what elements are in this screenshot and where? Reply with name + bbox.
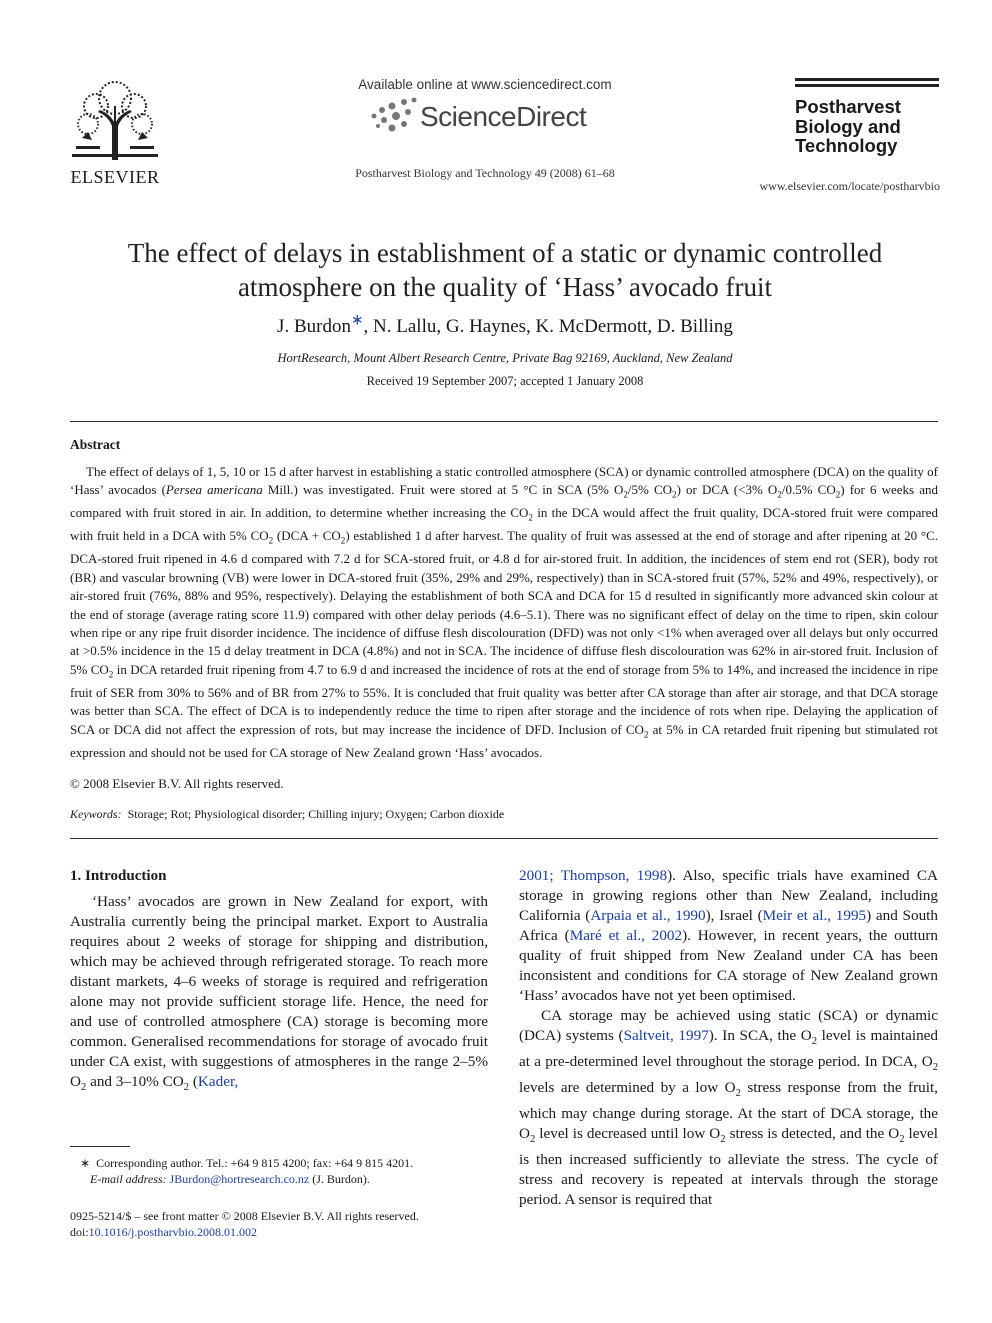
keywords-list: Storage; Rot; Physiological disorder; Chilling injury; Oxygen; Carbon dioxide: [127, 807, 505, 821]
email-label: E-mail address:: [90, 1172, 167, 1186]
elsevier-tree-icon: [68, 76, 162, 160]
doi-link[interactable]: 10.1016/j.postharvbio.2008.01.002: [88, 1225, 257, 1239]
email-link[interactable]: JBurdon@hortresearch.co.nz: [169, 1172, 310, 1186]
keywords: [70, 807, 504, 822]
divider: [70, 421, 938, 422]
divider: [70, 838, 938, 839]
intro-column-right: [519, 866, 938, 1210]
issn-line: 0925-5214/$ – see front matter © 2008 Elsevier B.V. All rights reserved.: [70, 1209, 419, 1223]
available-online-text: Available online at www.sciencedirect.com: [358, 77, 612, 92]
publisher-name: ELSEVIER: [70, 167, 160, 187]
intro-paragraph: CA storage may be achieved using static (SCA) or dynamic (DCA) systems (Saltveit, 1997). In SCA, the $O_2$ level is maintained at a pre-determined level throughout the storage period. In DCA, $O_2$ levels are determined by a low $O_2$ stress response from the fruit, which may change during storage. At the start of DCA storage, the $O_2$ level is decreased until low $O_2$ stress is detected, and the $O_2$ level is then increased sufficiently to alleviate the stress. The cycle of stress and recovery is repeated at intervals through the storage period. A sensor is required that: [519, 1007, 939, 1209]
author-corresponding: J. Burdon: [277, 316, 351, 337]
citation-link[interactable]: Maré et al., 2002: [569, 927, 683, 944]
article-title: The effect of delays in establishment of a static or dynamic controlled atmosphere on the quality of ‘Hass’ avocado fruit: [127, 238, 883, 302]
citation-link[interactable]: Meir et al., 1995: [762, 907, 867, 924]
citation-link[interactable]: Saltveit, 1997: [623, 1027, 709, 1044]
abstract-copyright: © 2008 Elsevier B.V. All rights reserved.: [70, 776, 284, 791]
citation-link[interactable]: Kader,: [197, 1073, 239, 1090]
footnote: ∗ Corresponding author. Tel.: +64 9 815 4200; fax: +64 9 815 4201. E-mail address: JBurdon@hortresearch.co.nz (J. Burdon).: [80, 1156, 414, 1186]
author-others: , N. Lallu, G. Haynes, K. McDermott, D. Billing: [363, 316, 733, 337]
corresponding-author-mark[interactable]: ∗: [350, 312, 364, 329]
keywords-label: Keywords:: [70, 807, 122, 821]
footnote-divider: [70, 1146, 130, 1147]
corresponding-contact: Corresponding author. Tel.: +64 9 815 4200; fax: +64 9 815 4201.: [96, 1156, 414, 1170]
journal-citation: Postharvest Biology and Technology 49 (2008) 61–68: [355, 166, 615, 180]
affiliation: HortResearch, Mount Albert Research Centre, Private Bag 92169, Auckland, New Zealand: [277, 351, 733, 365]
citation-link[interactable]: 2001; Thompson, 1998: [519, 867, 668, 884]
received-dates: Received 19 September 2007; accepted 1 January 2008: [366, 374, 644, 388]
elsevier-logo: [68, 76, 162, 187]
abstract-text: The effect of delays of 1, 5, 10 or 15 d after harvest in establishing a static controlled atmosphere (SCA) or dynamic controlled atmosphere (DCA) on the quality of ‘Hass’ avocados (Persea americana Mill.) was investigated. Fruit were stored at 5 °C in SCA (5% $O_2/5\%$ $CO_2$) or DCA (<3% $O_2/0.5\%$ $CO_2$) for 6 weeks and compared with fruit stored in air. In addition, to determine whether increasing the $CO_2$ in the DCA would affect the fruit quality, DCA-stored fruit were compared with fruit held in a DCA with 5% $CO_2$ $(DCA + CO_2)$ established 1 d after harvest. The quality of fruit was assessed at the end of storage and after ripening at 20 °C. DCA-stored fruit ripened in 4.6 d compared with 7.2 d for SCA-stored fruit, or 4.8 d for air-stored fruit. In addition, the incidences of stem end rot (SER), body rot (BR) and vascular browning (VB) were lower in DCA-stored fruit (35%, 29% and 29%, respectively) than in SCA-stored fruit (57%, 52% and 49%, respectively), or air-stored fruit (76%, 88% and 95%, respectively). Delaying the establishment of both SCA and DCA for 15 d resulted in significantly more advanced skin colour at the end of storage (average rating score 11.9) compared with other delay periods (4.6–5.1). There was no significant effect of delay on the time to ripen, skin colour when ripe or any ripe fruit disorder incidence. The incidence of diffuse flesh discolouration (DFD) was not only <1% when averaged over all delays but only occurred at >0.5% incidence in the 15 d delay treatment in DCA (4.8%) and not in SCA. The incidence of diffuse flesh discolouration was 62% in air-stored fruit. Inclusion of 5% $CO_2$ in DCA retarded fruit ripening from 4.7 to 6.9 d and increased the incidence of rots at the end of storage from 5% to 14%, and increased the incidence in ripe fruit of SER from 30% to 56% and of BR from 27% to 55%. It is concluded that fruit quality was better after CA storage than after air storage, and that DCA storage was better than SCA. The effect of DCA is to independently reduce the time to ripen after storage and the incidence of rots when ripe. Delaying the application of SCA or DCA did not affect the expression of rots, but may increase the incidence of DFD. Inclusion of $CO_2$ at 5% in CA retarded fruit ripening but stimulated rot expression and should not be used for CA storage of New Zealand grown ‘Hass’ avocados.: [70, 464, 939, 760]
abstract-heading: Abstract: [70, 437, 121, 452]
journal-title: Postharvest Biology and Technology: [795, 96, 901, 156]
intro-paragraph: 2001; Thompson, 1998). Also, specific trials have examined CA storage in growing regions other than New Zealand, including California (Arpaia et al., 1990), Israel (Meir et al., 1995) and South Africa (Maré et al., 2002). However, in recent years, the outturn quality of fruit shipped from New Zealand under CA has been inconsistent and conditions for CA storage of New Zealand grown ‘Hass’ avocados have not yet been optimised.: [519, 867, 939, 1004]
author-list: [70, 312, 940, 338]
journal-url[interactable]: www.elsevier.com/locate/postharvbio: [759, 179, 940, 193]
citation-link[interactable]: Arpaia et al., 1990: [590, 907, 706, 924]
section-heading: 1. Introduction: [70, 868, 167, 884]
sciencedirect-wordmark: ScienceDirect: [420, 101, 587, 132]
intro-paragraph: ‘Hass’ avocados are grown in New Zealand for export, with Australia currently being the principal market. Export to Australia requires about 2 weeks of storage for shipping and distribution, which may be achieved through refrigerated storage. To reach more distant markets, 4–6 weeks of storage is required and refrigeration alone may not provide sufficient storage life. Hence, the need for and use of controlled atmosphere (CA) storage is becoming more common. Generalised recommendations for storage of avocado fruit under CA exist, with suggestions of atmospheres in the range 2–5% $O_2$ and 3–10% $CO_2$ (Kader,: [70, 893, 488, 1094]
page-footer: 0925-5214/$ – see front matter © 2008 Elsevier B.V. All rights reserved. doi:10.1016/j.postharvbio.2008.01.002: [70, 1208, 490, 1240]
journal-logo: [795, 78, 939, 156]
